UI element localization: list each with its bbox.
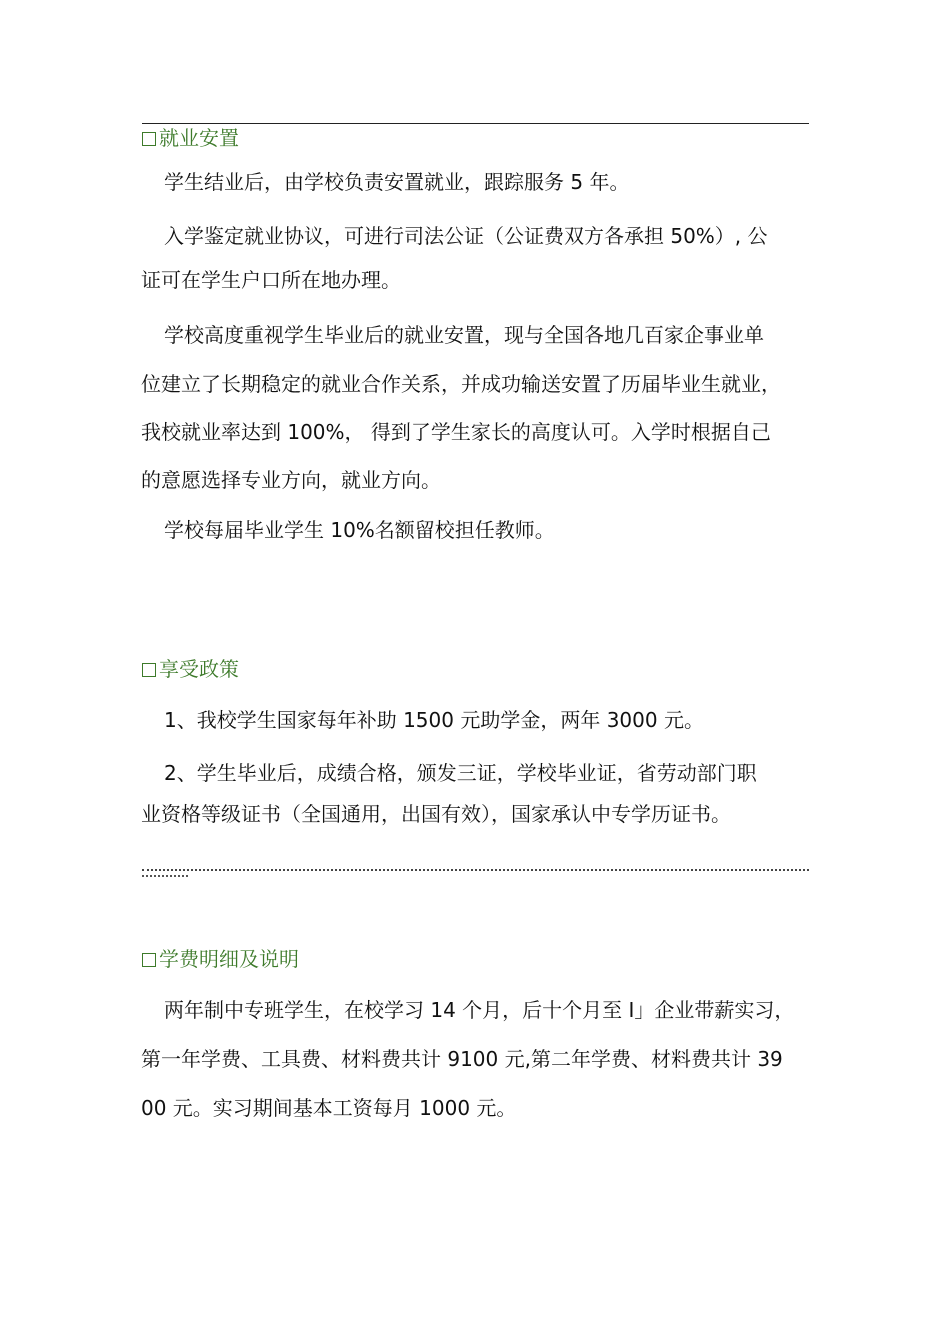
tuition-line-2: 第一年学费、工具费、材料费共计 9100 元,第二年学费、材料费共计 39 xyxy=(141,1047,783,1071)
section-divider xyxy=(142,869,809,871)
section-heading-employment: 就业安置 xyxy=(142,126,239,150)
tuition-line-1: 两年制中专班学生，在校学习 14 个月，后十个月至 I」企业带薪实习， xyxy=(164,998,795,1022)
checkbox-square-icon xyxy=(142,663,156,677)
top-rule xyxy=(142,123,809,124)
employment-line-7: 的意愿选择专业方向，就业方向。 xyxy=(141,468,441,492)
section-heading-tuition: 学费明细及说明 xyxy=(142,947,299,971)
policy-line-2: 2、学生毕业后，成绩合格，颁发三证，学校毕业证，省劳动部门职 xyxy=(164,761,757,785)
checkbox-square-icon xyxy=(142,132,156,146)
employment-line-3: 证可在学生户口所在地办理。 xyxy=(141,268,401,292)
section-divider-short xyxy=(142,875,188,877)
tuition-line-3: 00 元。实习期间基本工资每月 1000 元。 xyxy=(141,1096,517,1120)
employment-line-4: 学校高度重视学生毕业后的就业安置，现与全国各地几百家企事业单 xyxy=(164,323,764,347)
employment-line-6: 我校就业率达到 100%， 得到了学生家长的高度认可。入学时根据自己 xyxy=(141,420,771,444)
employment-line-8: 学校每届毕业学生 10%名额留校担任教师。 xyxy=(164,518,555,542)
employment-line-1: 学生结业后，由学校负责安置就业，跟踪服务 5 年。 xyxy=(164,170,630,194)
checkbox-square-icon xyxy=(142,953,156,967)
employment-line-2: 入学鉴定就业协议，可进行司法公证（公证费双方各承担 50%）, 公 xyxy=(164,224,768,248)
policy-line-3: 业资格等级证书（全国通用，出国有效），国家承认中专学历证书。 xyxy=(141,802,731,826)
employment-line-5: 位建立了长期稳定的就业合作关系，并成功输送安置了历届毕业生就业， xyxy=(141,372,781,396)
policy-line-1: 1、我校学生国家每年补助 1500 元助学金，两年 3000 元。 xyxy=(164,708,704,732)
section-heading-policy: 享受政策 xyxy=(142,657,239,681)
